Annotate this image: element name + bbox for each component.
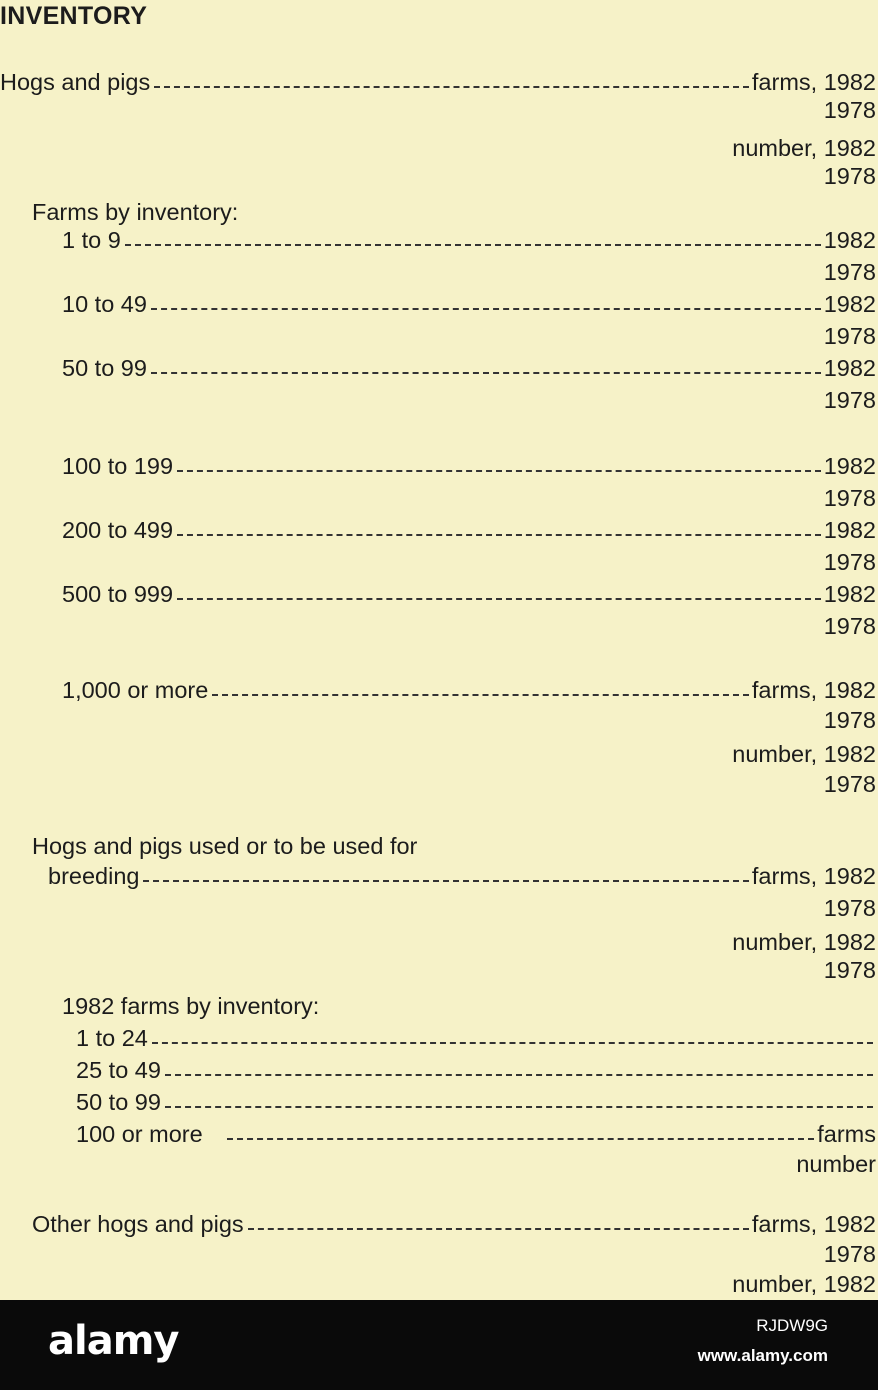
row-unit: 1978 — [823, 1241, 876, 1267]
leader-dots — [248, 1228, 749, 1230]
row-unit: 1978 — [823, 387, 876, 413]
row-unit: 1978 — [823, 957, 876, 983]
row-unit: number — [796, 1151, 876, 1177]
row-label: 50 to 99 — [76, 1089, 161, 1115]
site-url: www.alamy.com — [697, 1346, 828, 1365]
table-row — [76, 1120, 876, 1148]
leader-dots — [177, 534, 821, 536]
leader-dots — [125, 244, 821, 246]
leader-dots — [212, 694, 749, 696]
row-unit: 1978 — [823, 259, 876, 285]
leader-dots — [227, 1138, 815, 1140]
row-label: Hogs and pigs used or to be used for — [32, 833, 418, 859]
leader-dots — [154, 86, 749, 88]
row-label: 1 to 24 — [76, 1025, 148, 1051]
row-label: 1,000 or more — [62, 677, 209, 703]
subheading: Farms by inventory: — [32, 199, 239, 225]
row-label: 100 or more — [76, 1121, 203, 1147]
row-unit: farms — [817, 1121, 876, 1147]
row-unit: number, 1982 — [732, 135, 876, 161]
table-row — [62, 354, 876, 382]
row-unit: 1982 — [823, 581, 876, 607]
row-label: breeding — [48, 863, 140, 889]
section-heading: INVENTORY — [0, 2, 148, 30]
row-unit: 1982 — [823, 355, 876, 381]
table-row — [62, 226, 876, 254]
table-row — [0, 68, 876, 96]
row-label: 1 to 9 — [62, 227, 121, 253]
leader-dots — [152, 1042, 873, 1044]
leader-dots — [177, 470, 821, 472]
row-unit: 1982 — [823, 517, 876, 543]
table-row — [62, 452, 876, 480]
row-label: 50 to 99 — [62, 355, 147, 381]
row-unit: 1978 — [823, 485, 876, 511]
row-unit: 1982 — [823, 453, 876, 479]
table-row — [62, 516, 876, 544]
row-unit: 1978 — [823, 707, 876, 733]
row-unit: number, 1982 — [732, 1271, 876, 1297]
row-unit: 1978 — [823, 549, 876, 575]
leader-dots — [165, 1074, 873, 1076]
row-unit: number, 1982 — [732, 741, 876, 767]
table-row — [76, 1024, 876, 1052]
table-row — [76, 1088, 876, 1116]
row-label: Hogs and pigs — [0, 69, 151, 95]
row-unit: farms, 1982 — [751, 677, 876, 703]
table-row — [62, 580, 876, 608]
leader-dots — [143, 880, 748, 882]
row-unit: farms, 1982 — [751, 1211, 876, 1237]
leader-dots — [151, 308, 821, 310]
row-label: 200 to 499 — [62, 517, 174, 543]
leader-dots — [165, 1106, 873, 1108]
row-label: 25 to 49 — [76, 1057, 161, 1083]
row-unit: 1978 — [823, 895, 876, 921]
row-unit: 1982 — [823, 291, 876, 317]
subheading: 1982 farms by inventory: — [62, 993, 320, 1019]
table-row — [76, 1056, 876, 1084]
alamy-logo: alamy — [48, 1318, 179, 1364]
row-label: 100 to 199 — [62, 453, 174, 479]
watermark-footer — [0, 1300, 878, 1390]
row-unit: 1978 — [823, 97, 876, 123]
table-row — [62, 290, 876, 318]
leader-dots — [151, 372, 821, 374]
row-label: 500 to 999 — [62, 581, 174, 607]
row-label: 10 to 49 — [62, 291, 147, 317]
row-unit: 1978 — [823, 613, 876, 639]
row-unit: 1978 — [823, 163, 876, 189]
row-unit: farms, 1982 — [751, 69, 876, 95]
table-row — [48, 862, 876, 890]
image-code: RJDW9G — [756, 1316, 828, 1335]
row-unit: number, 1982 — [732, 929, 876, 955]
row-unit: farms, 1982 — [751, 863, 876, 889]
row-unit: 1982 — [823, 227, 876, 253]
table-row — [32, 1210, 876, 1238]
row-unit: 1978 — [823, 323, 876, 349]
row-unit: 1978 — [823, 771, 876, 797]
leader-dots — [177, 598, 821, 600]
row-label: Other hogs and pigs — [32, 1211, 244, 1237]
table-row — [62, 676, 876, 704]
